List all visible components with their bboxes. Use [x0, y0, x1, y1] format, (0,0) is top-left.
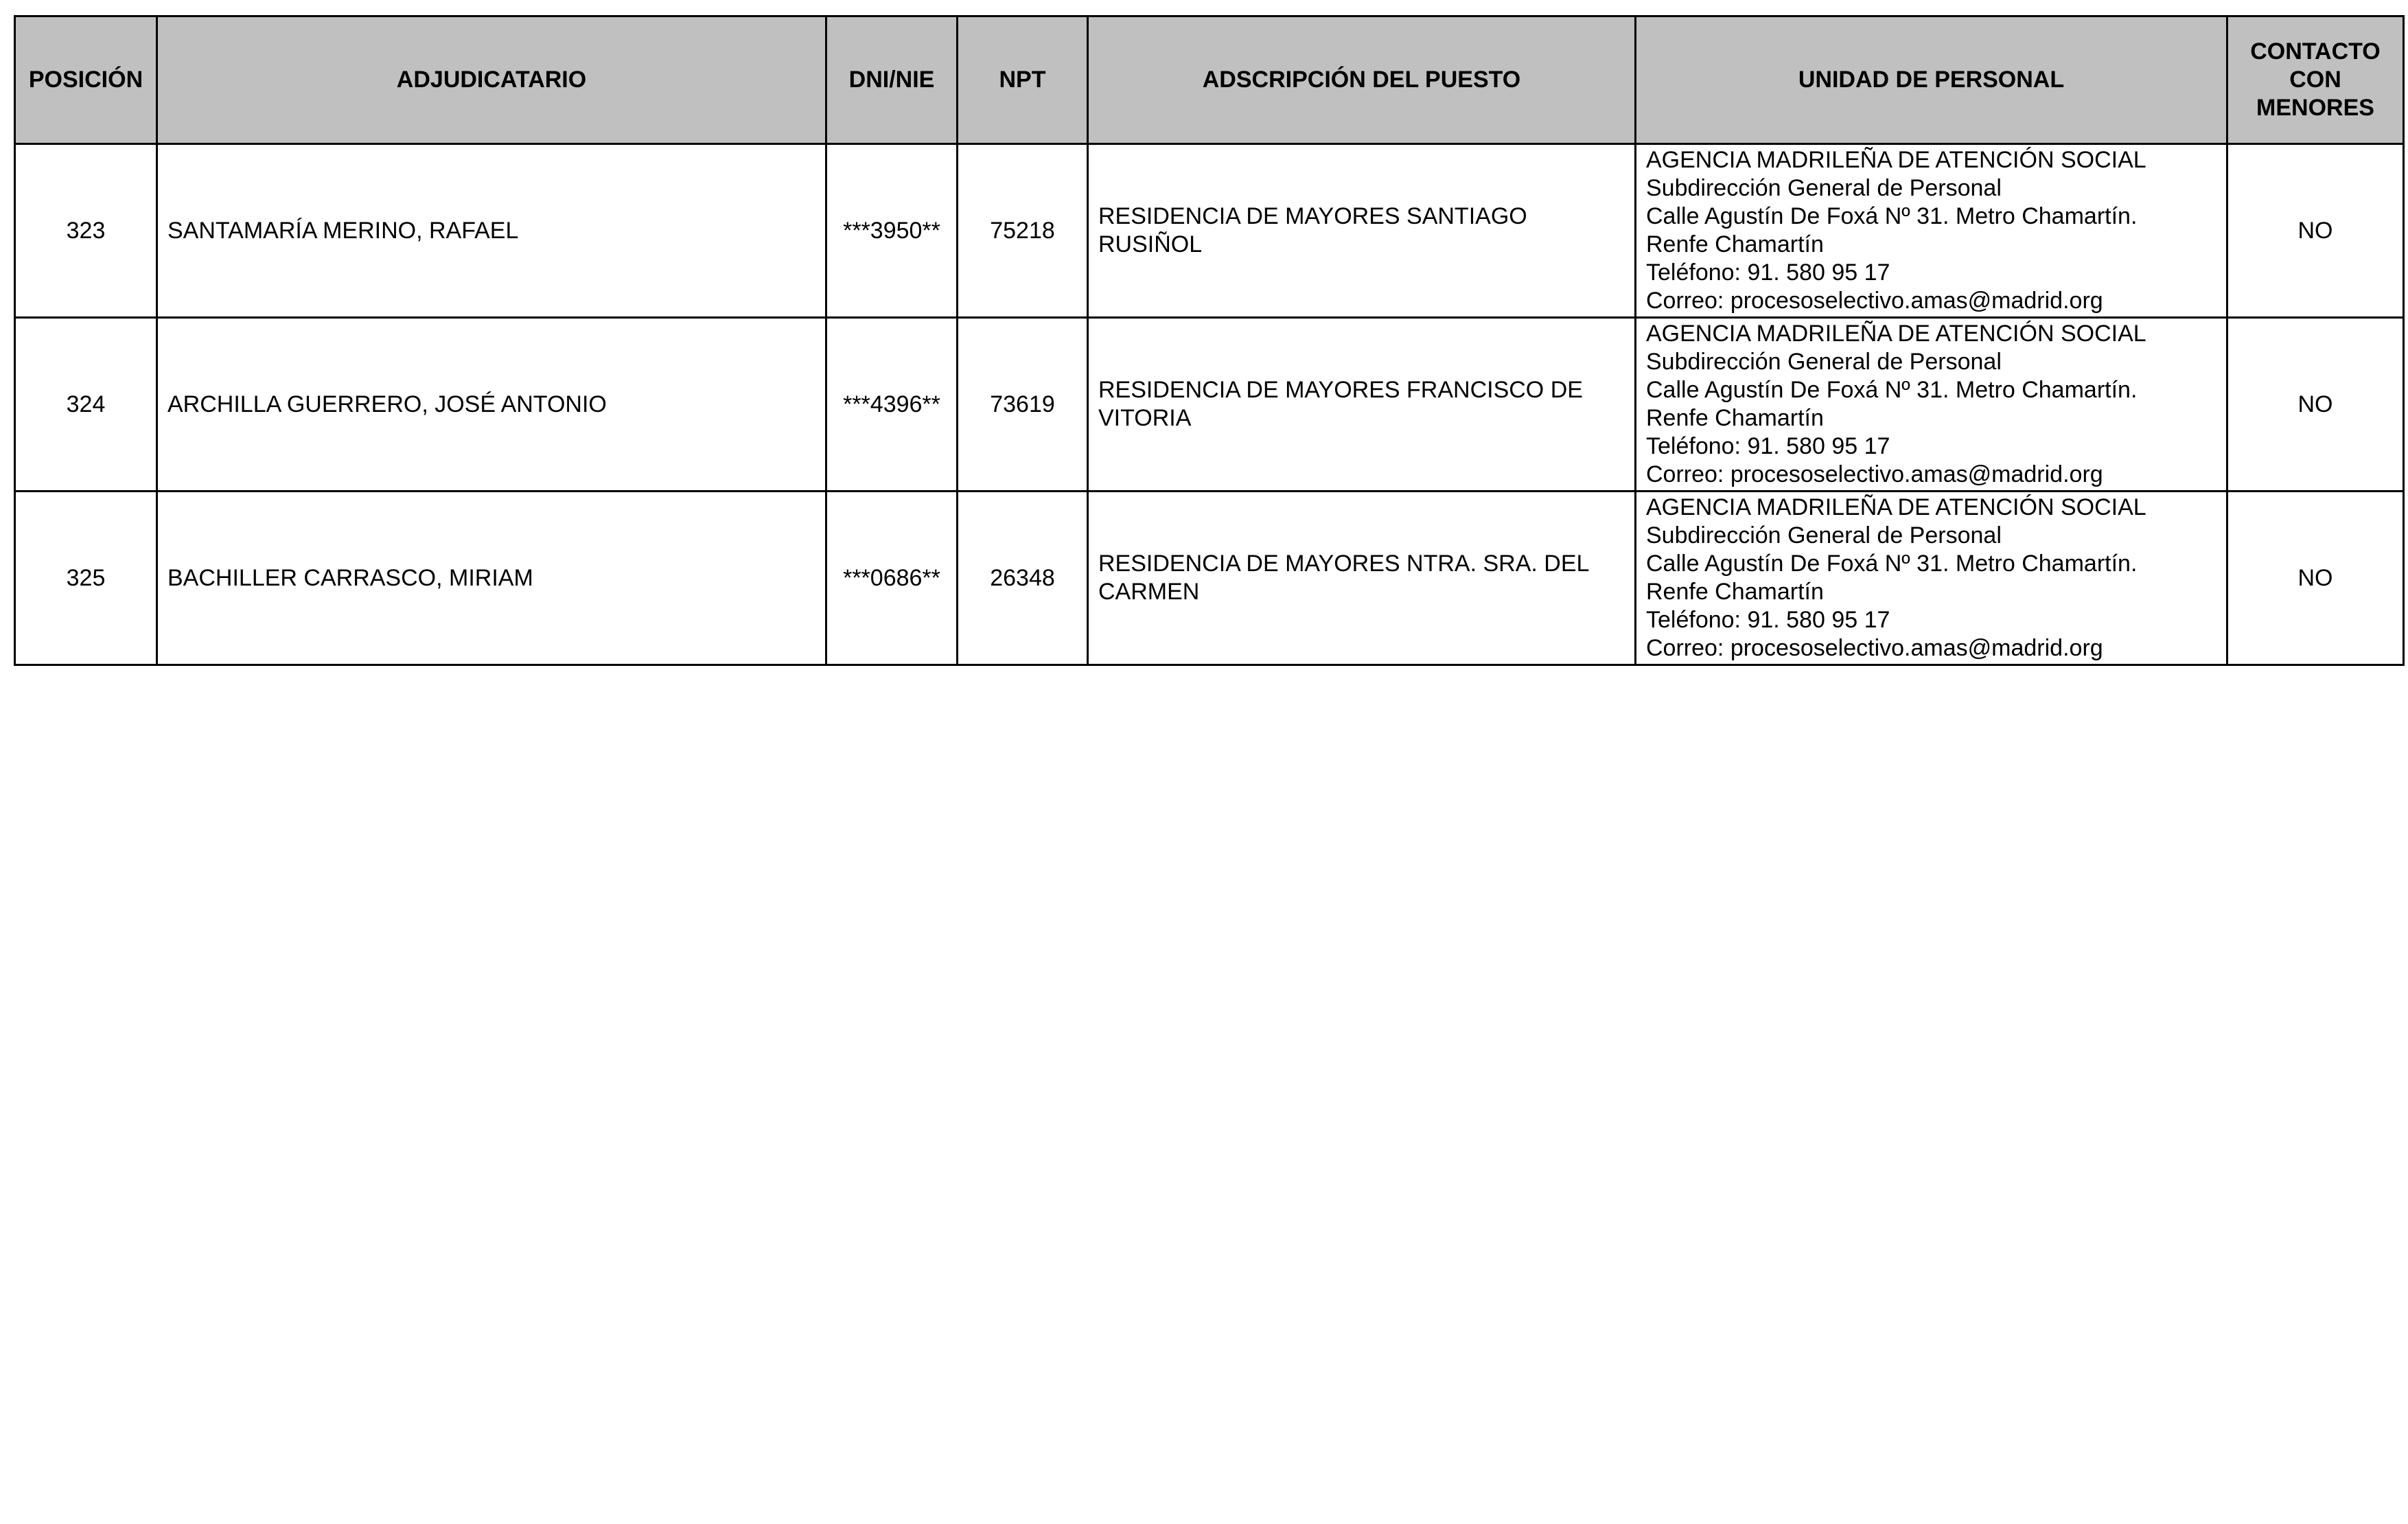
header-unidad-personal: UNIDAD DE PERSONAL	[1636, 16, 2227, 144]
cell-npt: 26348	[958, 492, 1088, 665]
header-contacto-line: CONTACTO	[2250, 38, 2381, 65]
unidad-line: Calle Agustín De Foxá Nº 31. Metro Chamartín.	[1646, 203, 2138, 229]
adjudicaciones-table	[14, 15, 2405, 666]
cell-adjudicatario: BACHILLER CARRASCO, MIRIAM	[157, 492, 826, 665]
unidad-line: Correo: procesoselectivo.amas@madrid.org	[1646, 288, 2103, 314]
unidad-line: Subdirección General de Personal	[1646, 175, 2002, 201]
header-contacto-line: MENORES	[2256, 95, 2374, 121]
unidad-line: Teléfono: 91. 580 95 17	[1646, 433, 1890, 459]
unidad-line: AGENCIA MADRILEÑA DE ATENCIÓN SOCIAL	[1646, 147, 2146, 173]
header-contacto-menores	[2227, 16, 2404, 144]
cell-dni-nie: ***4396**	[826, 318, 958, 492]
unidad-line: AGENCIA MADRILEÑA DE ATENCIÓN SOCIAL	[1646, 494, 2146, 520]
cell-adjudicatario: ARCHILLA GUERRERO, JOSÉ ANTONIO	[157, 318, 826, 492]
cell-contacto-menores: NO	[2227, 144, 2404, 318]
cell-posicion: 323	[15, 144, 157, 318]
unidad-line: Teléfono: 91. 580 95 17	[1646, 607, 1890, 633]
table-row	[15, 318, 2404, 492]
unidad-line: Subdirección General de Personal	[1646, 349, 2002, 375]
cell-unidad-personal	[1636, 144, 2227, 318]
unidad-line: Subdirección General de Personal	[1646, 522, 2002, 549]
unidad-line: Calle Agustín De Foxá Nº 31. Metro Chamartín.	[1646, 551, 2138, 577]
cell-posicion: 324	[15, 318, 157, 492]
cell-adjudicatario: SANTAMARÍA MERINO, RAFAEL	[157, 144, 826, 318]
cell-unidad-personal	[1636, 492, 2227, 665]
unidad-line: Renfe Chamartín	[1646, 405, 1824, 431]
header-contacto-line: CON	[2289, 67, 2341, 93]
cell-dni-nie: ***3950**	[826, 144, 958, 318]
header-posicion: POSICIÓN	[15, 16, 157, 144]
unidad-line: Correo: procesoselectivo.amas@madrid.org	[1646, 461, 2103, 487]
table-row	[15, 144, 2404, 318]
cell-posicion: 325	[15, 492, 157, 665]
header-adjudicatario: ADJUDICATARIO	[157, 16, 826, 144]
cell-dni-nie: ***0686**	[826, 492, 958, 665]
cell-adscripcion: RESIDENCIA DE MAYORES FRANCISCO DE VITORIA	[1088, 318, 1636, 492]
unidad-line: Teléfono: 91. 580 95 17	[1646, 259, 1890, 286]
cell-contacto-menores: NO	[2227, 318, 2404, 492]
unidad-line: Renfe Chamartín	[1646, 579, 1824, 605]
table-row	[15, 492, 2404, 665]
unidad-line: Correo: procesoselectivo.amas@madrid.org	[1646, 635, 2103, 661]
cell-adscripcion: RESIDENCIA DE MAYORES SANTIAGO RUSIÑOL	[1088, 144, 1636, 318]
cell-npt: 73619	[958, 318, 1088, 492]
cell-contacto-menores: NO	[2227, 492, 2404, 665]
unidad-line: AGENCIA MADRILEÑA DE ATENCIÓN SOCIAL	[1646, 321, 2146, 347]
table-header-row	[15, 16, 2404, 144]
unidad-line: Calle Agustín De Foxá Nº 31. Metro Chamartín.	[1646, 377, 2138, 403]
header-dni-nie: DNI/NIE	[826, 16, 958, 144]
cell-unidad-personal	[1636, 318, 2227, 492]
header-adscripcion: ADSCRIPCIÓN DEL PUESTO	[1088, 16, 1636, 144]
cell-npt: 75218	[958, 144, 1088, 318]
unidad-line: Renfe Chamartín	[1646, 231, 1824, 257]
header-npt: NPT	[958, 16, 1088, 144]
cell-adscripcion: RESIDENCIA DE MAYORES NTRA. SRA. DEL CARMEN	[1088, 492, 1636, 665]
